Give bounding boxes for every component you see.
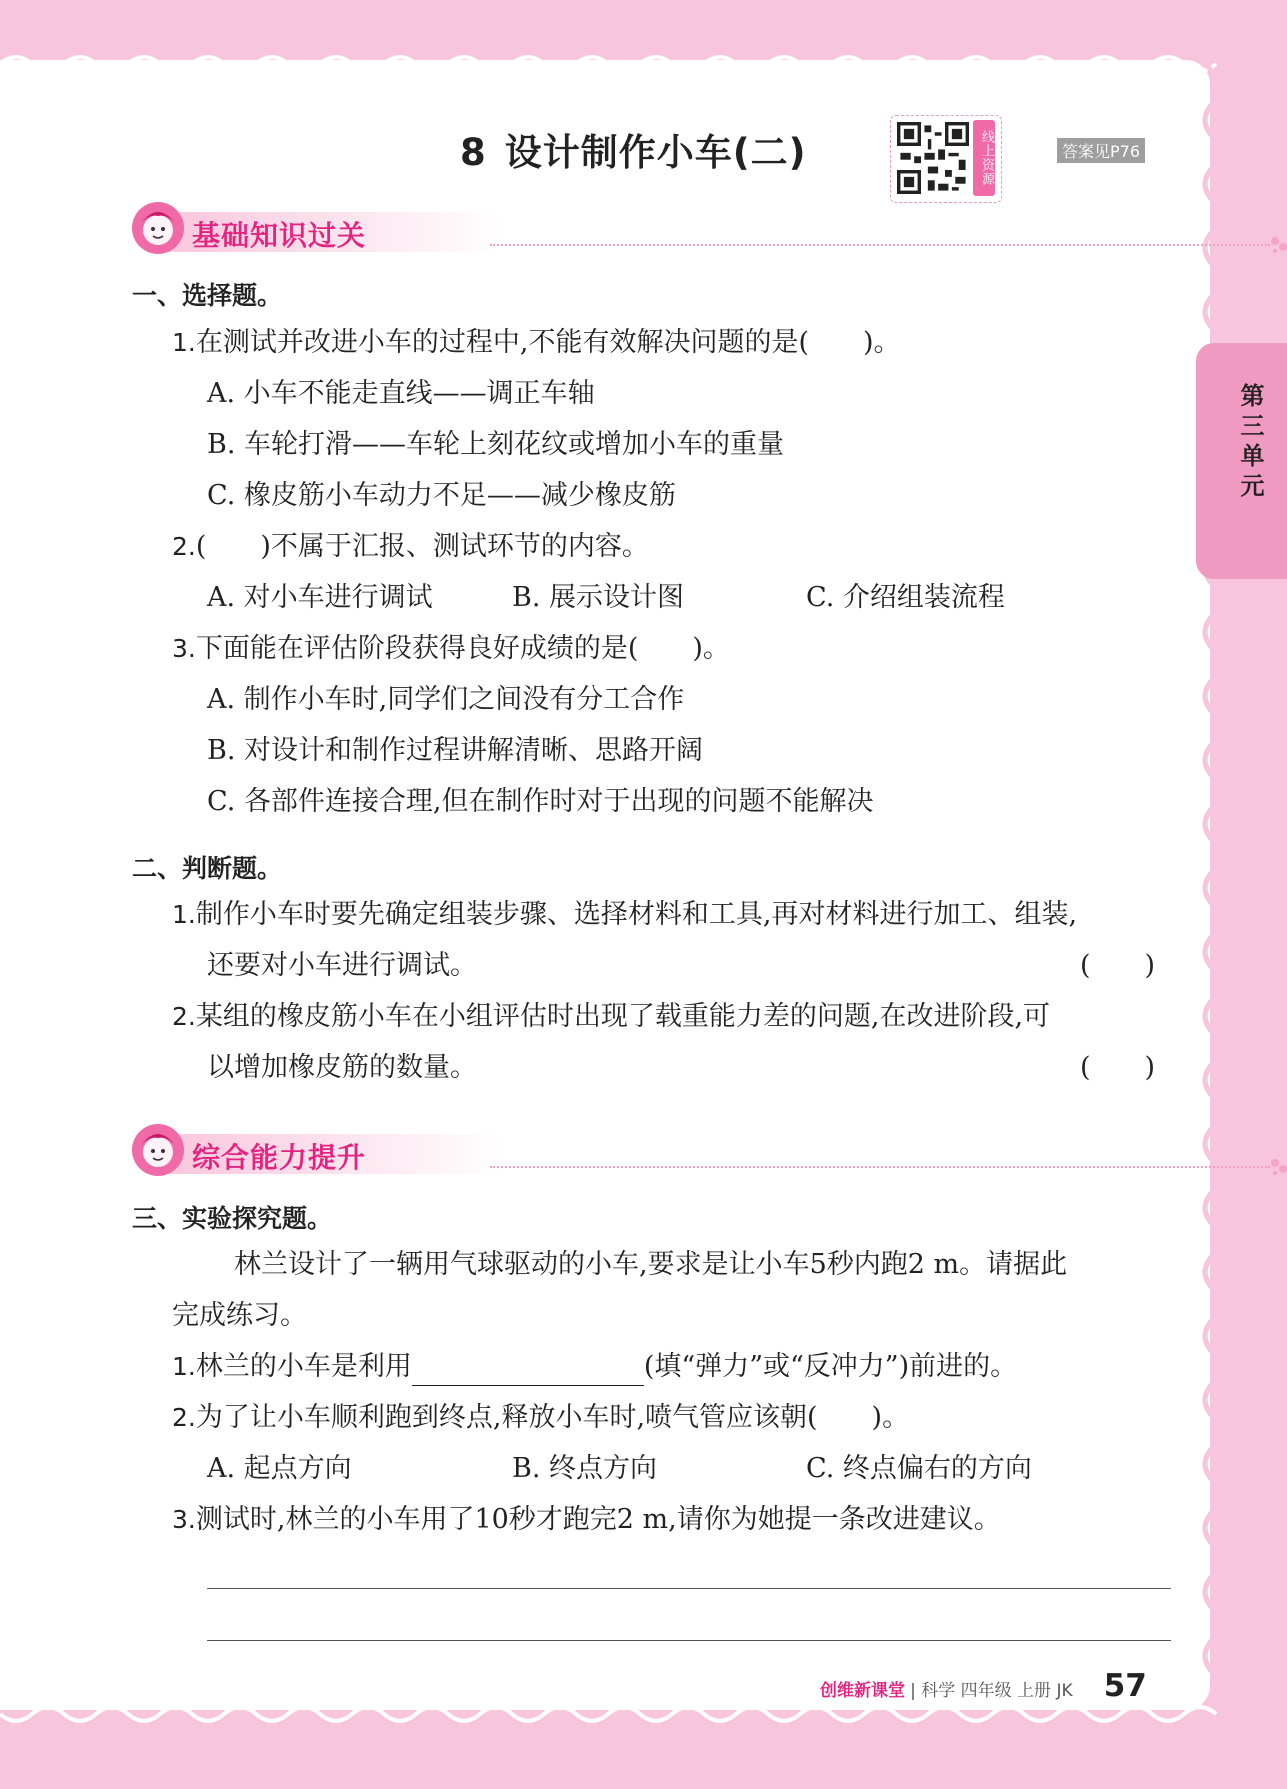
part-title-judgment: 二、判断题。: [132, 854, 283, 883]
option-c[interactable]: C. 终点偏右的方向: [806, 1453, 1032, 1484]
lesson-title: [460, 122, 807, 176]
question-text: 制作小车时要先确定组装步骤、选择材料和工具,再对材料进行加工、组装,: [195, 899, 1078, 930]
page-footer: 创维新课堂 | 科学 四年级 上册 JK 57: [820, 1668, 1147, 1704]
part-title-experiment: 三、实验探究题。: [132, 1204, 333, 1233]
question-text: 某组的橡皮筋小车在小组评估时出现了载重能力差的问题,在改进阶段,可: [195, 1001, 1051, 1032]
question-number: 2.: [172, 1002, 196, 1031]
fill-in-blank[interactable]: [412, 1355, 644, 1386]
footer-meta: 科学 四年级 上册 JK: [921, 1681, 1073, 1701]
judgment-question-2: [172, 998, 1050, 1036]
question-number: 1.: [172, 900, 196, 929]
section-heading-label: 基础知识过关: [192, 219, 367, 252]
judgment-question-1: [172, 896, 1077, 934]
question-number: 1.: [172, 1352, 196, 1381]
unit-side-tab: [1196, 343, 1287, 579]
question-3: [172, 630, 730, 668]
question-text: 测试时,林兰的小车用了10秒才跑完2 m,请你为她提一条改进建议。: [195, 1504, 1001, 1535]
cartoon-avatar-icon: [130, 1122, 186, 1178]
experiment-question-3: [172, 1501, 1001, 1539]
option-a[interactable]: A. 制作小车时,同学们之间没有分工合作: [207, 684, 685, 715]
option-b[interactable]: B. 对设计和制作过程讲解清晰、思路开阔: [207, 735, 704, 766]
section-heading-comprehensive: [130, 1122, 1287, 1182]
question-2: [172, 528, 649, 566]
section-heading-basic: [130, 200, 1287, 260]
question-text-after: (填“弹力”或“反冲力”)前进的。: [643, 1351, 1018, 1382]
option-a[interactable]: A. 小车不能走直线——调正车轴: [207, 378, 595, 409]
experiment-intro: 林兰设计了一辆用气球驱动的小车,要求是让小车5秒内跑2 m。请据此: [234, 1249, 1068, 1280]
wavy-border-right: [1192, 40, 1232, 1730]
lesson-title-text: 设计制作小车(二): [504, 131, 807, 174]
answer-reference-badge: 答案见P76: [1057, 138, 1145, 163]
question-text: 林兰的小车是利用: [195, 1351, 412, 1382]
option-c[interactable]: C. 橡皮筋小车动力不足——减少橡皮筋: [207, 480, 676, 511]
unit-side-tab-label: 第三单元: [1236, 383, 1264, 503]
option-a[interactable]: A. 起点方向: [207, 1453, 352, 1484]
question-text-continued: 还要对小车进行调试。: [207, 950, 477, 981]
option-a[interactable]: A. 对小车进行调试: [207, 582, 433, 613]
answer-bracket[interactable]: ( ): [1080, 950, 1156, 981]
experiment-question-2: [172, 1399, 909, 1437]
question-text: ( )不属于汇报、测试环节的内容。: [195, 531, 649, 562]
option-b[interactable]: B. 展示设计图: [512, 582, 685, 613]
option-b[interactable]: B. 终点方向: [512, 1453, 658, 1484]
dots-ornament-icon: [1270, 236, 1287, 254]
question-number: 2.: [172, 1403, 196, 1432]
question-number: 2.: [172, 532, 196, 561]
question-text: 在测试并改进小车的过程中,不能有效解决问题的是( )。: [195, 327, 901, 358]
dots-ornament-icon: [1270, 1158, 1287, 1176]
question-1: [172, 324, 901, 362]
answer-line[interactable]: [207, 1640, 1171, 1641]
wavy-border-bottom: [0, 1700, 1287, 1740]
qr-code-block[interactable]: [890, 115, 1002, 203]
question-number: 1.: [172, 328, 196, 357]
answer-bracket[interactable]: ( ): [1080, 1052, 1156, 1083]
online-resource-label: 线上资源: [973, 120, 995, 196]
experiment-intro-continued: 完成练习。: [172, 1300, 307, 1331]
section-heading-label: 综合能力提升: [192, 1141, 367, 1174]
question-text-continued: 以增加橡皮筋的数量。: [207, 1052, 477, 1083]
question-number: 3.: [172, 634, 196, 663]
question-text: 为了让小车顺利跑到终点,释放小车时,喷气管应该朝( )。: [195, 1402, 910, 1433]
cartoon-avatar-icon: [130, 200, 186, 256]
footer-brand: 创维新课堂: [820, 1681, 905, 1701]
option-c[interactable]: C. 介绍组装流程: [806, 582, 1005, 613]
lesson-number: 8: [460, 131, 487, 174]
option-c[interactable]: C. 各部件连接合理,但在制作时对于出现的问题不能解决: [207, 786, 874, 817]
part-title-choice: 一、选择题。: [132, 281, 283, 310]
question-number: 3.: [172, 1505, 196, 1534]
question-text: 下面能在评估阶段获得良好成绩的是( )。: [195, 633, 730, 664]
option-b[interactable]: B. 车轮打滑——车轮上刻花纹或增加小车的重量: [207, 429, 785, 460]
page-number: 57: [1103, 1668, 1147, 1704]
experiment-question-1: [172, 1348, 1017, 1386]
answer-line[interactable]: [207, 1588, 1171, 1589]
qr-code-icon[interactable]: [897, 122, 969, 194]
